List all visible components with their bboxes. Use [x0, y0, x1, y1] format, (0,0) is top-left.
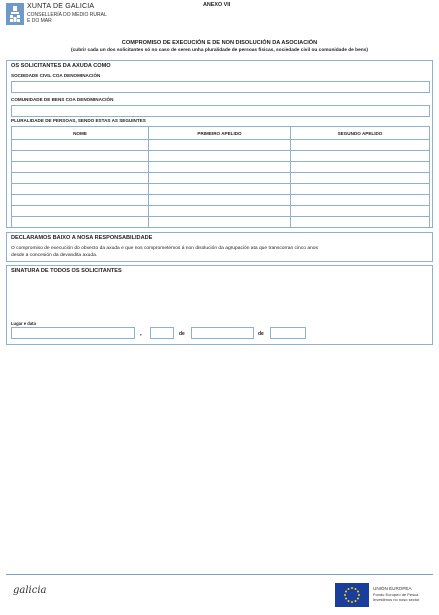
- second-surname-cell[interactable]: [291, 206, 430, 217]
- table-row: [12, 206, 430, 217]
- de-separator-1: de: [179, 331, 185, 337]
- name-cell[interactable]: [12, 151, 149, 162]
- first-surname-cell[interactable]: [149, 140, 291, 151]
- department-line-2: E DO MAR: [27, 18, 52, 24]
- column-header-first-surname: PRIMEIRO APELIDO: [149, 127, 291, 140]
- first-surname-cell[interactable]: [149, 162, 291, 173]
- document-subtitle: (cubrir cada un dos solicitantes só no caso de seren unha pluralidade de persoas físicas, sociedade civil ou comunidade de bens): [71, 48, 368, 53]
- name-cell[interactable]: [12, 195, 149, 206]
- civil-society-label: SOCIEDADE CIVIL COA DENOMINACIÓN: [11, 73, 101, 78]
- year-input[interactable]: [270, 327, 306, 339]
- eu-flag-icon: [335, 583, 369, 607]
- table-row: [12, 140, 430, 151]
- eu-slogan: Investimos no noso sector: [373, 597, 420, 602]
- civil-society-field[interactable]: [11, 81, 430, 93]
- first-surname-cell[interactable]: [149, 206, 291, 217]
- xunta-logo-icon: [6, 3, 24, 25]
- second-surname-cell[interactable]: [291, 173, 430, 184]
- eu-label: UNIÓN EUROPEA: [373, 586, 412, 591]
- table-row: [12, 162, 430, 173]
- table-row: [12, 173, 430, 184]
- first-surname-cell[interactable]: [149, 151, 291, 162]
- name-cell[interactable]: [12, 162, 149, 173]
- name-cell[interactable]: [12, 140, 149, 151]
- name-cell[interactable]: [12, 217, 149, 228]
- table-row: [12, 217, 430, 228]
- first-surname-cell[interactable]: [149, 217, 291, 228]
- place-date-label: Lugar e data: [11, 321, 36, 326]
- name-cell[interactable]: [12, 184, 149, 195]
- column-header-second-surname: SEGUNDO APELIDO: [291, 127, 430, 140]
- declaration-text-line-2: desde a concesión da devandita axuda.: [11, 253, 98, 258]
- table-row: [12, 184, 430, 195]
- de-separator-2: de: [258, 331, 264, 337]
- second-surname-cell[interactable]: [291, 162, 430, 173]
- first-surname-cell[interactable]: [149, 173, 291, 184]
- community-field[interactable]: [11, 105, 430, 117]
- department-line-1: CONSELLERÍA DO MEDIO RURAL: [27, 12, 107, 18]
- first-surname-cell[interactable]: [149, 195, 291, 206]
- footer-divider: [6, 574, 433, 575]
- applicants-heading: OS SOLICITANTES DA AXUDA COMO: [11, 63, 111, 69]
- day-input[interactable]: [150, 327, 174, 339]
- document-title: COMPROMISO DE EXECUCIÓN E DE NON DISOLUCIÓN DA ASOCIACIÓN: [121, 40, 318, 46]
- month-input[interactable]: [191, 327, 254, 339]
- declaration-text-line-1: O compromiso de execución do obxecto da axuda e que nos comprometemos á non disolución da agrupación ata que transcorran cinco anos: [11, 246, 318, 251]
- place-input[interactable]: [11, 327, 135, 339]
- annex-label: ANEXO VII: [203, 2, 231, 8]
- first-surname-cell[interactable]: [149, 184, 291, 195]
- name-cell[interactable]: [12, 173, 149, 184]
- eu-fund-label: Fondo Europeo de Pesca: [373, 592, 419, 597]
- second-surname-cell[interactable]: [291, 195, 430, 206]
- community-label: COMUNIDADE DE BENS COA DENOMINACIÓN: [11, 97, 114, 102]
- comma-separator: ,: [140, 331, 142, 337]
- galicia-brand: galicia: [13, 585, 47, 596]
- signature-heading: SINATURA DE TODOS OS SOLICITANTES: [11, 268, 122, 274]
- second-surname-cell[interactable]: [291, 217, 430, 228]
- table-row: [12, 151, 430, 162]
- name-cell[interactable]: [12, 206, 149, 217]
- table-row: [12, 195, 430, 206]
- declaration-heading: DECLARAMOS BAIXO A NOSA RESPONSABILIDADE: [11, 235, 153, 241]
- plurality-label: PLURALIDADE DE PERSOAS, SENDO ESTAS AS SEGUINTES: [11, 118, 146, 123]
- second-surname-cell[interactable]: [291, 151, 430, 162]
- second-surname-cell[interactable]: [291, 140, 430, 151]
- second-surname-cell[interactable]: [291, 184, 430, 195]
- org-name: XUNTA DE GALICIA: [27, 3, 95, 10]
- column-header-name: NOME: [12, 127, 149, 140]
- persons-table: [11, 126, 430, 228]
